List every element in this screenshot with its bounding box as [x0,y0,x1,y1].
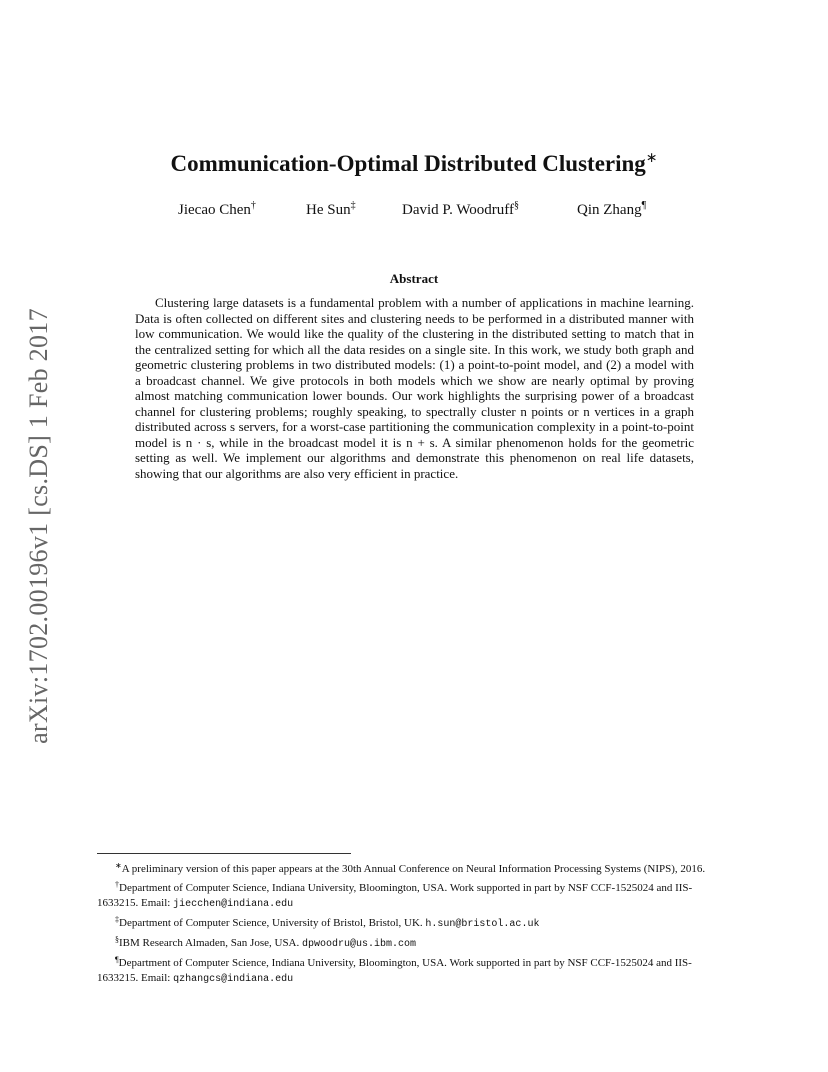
footnote-text: IBM Research Almaden, San Jose, USA. [119,937,303,949]
author-mark: § [514,200,519,211]
paper-title [0,150,828,177]
author-mark: ‡ [350,200,356,211]
footnotes [97,858,732,987]
author-name: Qin Zhang [577,202,642,218]
author-name: David P. Woodruff [402,202,514,218]
footnote-text: Department of Computer Science, Indiana University, Bloomington, USA. Work supported in part by NSF CCF-1525024 and IIS-1633215. Email: [97,882,693,909]
author-mark: ¶ [641,200,647,211]
footnote-mark: § [115,935,119,944]
author-sun [306,200,356,219]
arxiv-id-text: arXiv:1702.00196v1 [cs.DS] 1 Feb 2017 [24,307,54,744]
arxiv-side-stamp [20,298,58,753]
abstract-heading: Abstract [389,271,439,286]
footnote-mark: ∗ [115,861,122,870]
abstract-body: Clustering large datasets is a fundamental problem with a number of applications in machine learning. Data is often collected on different sites and clustering needs to be performed in a distributed manner with low communication. We would like the quality of the clustering in the distributed setting to match that in the centralized setting for which all the data resides on a single site. In this work, we study both graph and geometric clustering problems in two distributed models: (1) a point-to-point model, and (2) a model with a broadcast channel. We give protocols in both models which we show are nearly optimal by proving almost matching communication lower bounds. Our work highlights the surprising power of a broadcast channel for clustering problems; roughly speaking, to spectrally cluster n points or n vertices in a graph distributed across s servers, for a worst-case partitioning the communication complexity in a point-to-point model is n · s, while in the broadcast model it is n + s. A similar phenomenon holds for the geometric setting as well. We implement our algorithms and demonstrate this phenomenon on real life datasets, showing that our algorithms are also very efficient in practice. [135,295,694,481]
author-name: Jiecao Chen [178,202,251,218]
author-chen [178,200,256,219]
author-woodruff [402,200,519,219]
footnote-text: Department of Computer Science, Indiana University, Bloomington, USA. Work supported in part by NSF CCF-1525024 and IIS-1633215. Email: [97,957,692,984]
author-list [0,200,828,222]
footnote-mark: ‡ [115,915,119,924]
footnote-email: jiecchen@indiana.edu [173,899,294,910]
footnote [97,858,732,877]
author-name: He Sun [306,202,351,218]
footnote-email: h.sun@bristol.ac.uk [425,919,540,930]
footnote [97,952,732,987]
title-footnote-mark: ∗ [645,151,658,166]
footnote-rule [97,853,351,854]
footnote-text: A preliminary version of this paper appears at the 30th Annual Conference on Neural Information Processing Systems (NIPS), 2016. [121,863,706,875]
author-zhang [577,200,646,219]
footnote [97,877,732,912]
title-text: Communication-Optimal Distributed Clustering [170,151,646,176]
footnote-email: dpwoodru@us.ibm.com [302,939,417,950]
footnote [97,912,732,932]
footnote [97,932,732,952]
footnote-mark: † [115,880,119,889]
author-mark: † [250,200,256,211]
footnote-mark: ¶ [115,955,119,964]
footnote-text: Department of Computer Science, University of Bristol, Bristol, UK. [119,917,426,929]
footnote-email: qzhangcs@indiana.edu [173,974,294,985]
